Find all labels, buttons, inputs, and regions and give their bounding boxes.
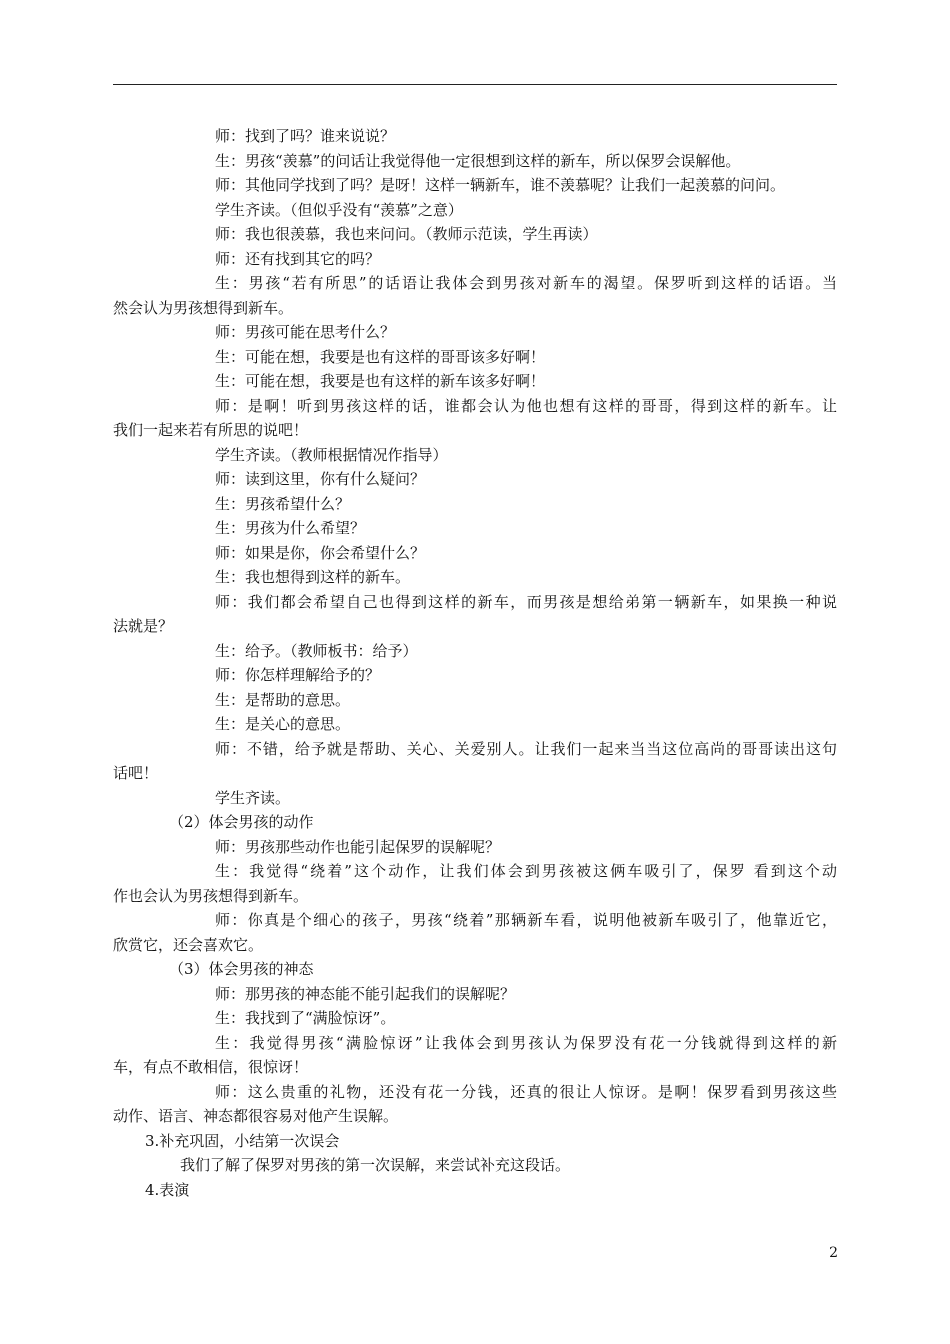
text-line: 师：不错，给予就是帮助、关心、关爱别人。让我们一起来当当这位高尚的哥哥读出这句: [215, 739, 837, 758]
text-line: 师：你怎样理解给予的？: [215, 666, 381, 684]
text-line: 然会认为男孩想得到新车。: [113, 298, 294, 317]
text-line: 师：其他同学找到了吗？是呀！这样一辆新车，谁不羡慕呢？让我们一起羡慕的问问。: [215, 176, 786, 194]
text-line: 师：这么贵重的礼物，还没有花一分钱，还真的很让人惊讶。是啊！保罗看到男孩这些: [215, 1082, 837, 1101]
text-line: 学生齐读。（教师根据情况作指导）: [215, 445, 448, 464]
text-line: 师：读到这里，你有什么疑问？: [215, 470, 426, 488]
text-line: 师：如果是你，你会希望什么？: [215, 543, 426, 562]
text-line: 法就是？: [113, 617, 174, 635]
text-line: 师：男孩可能在思考什么？: [215, 323, 396, 341]
page-number: 2: [829, 1245, 838, 1261]
text-line: 师：我们都会希望自己也得到这样的新车，而男孩是想给弟第一辆新车，如果换一种说: [215, 592, 837, 611]
text-line: 生：我觉得男孩“满脸惊讶”让我体会到男孩认为保罗没有花一分钱就得到这样的新: [215, 1033, 837, 1052]
text-line: 我们一起来若有所思的说吧！: [113, 421, 309, 439]
text-line: 师：你真是个细心的孩子，男孩“绕着”那辆新车看，说明他被新车吸引了，他靠近它，: [215, 911, 837, 929]
text-line: 生：男孩为什么希望？: [215, 519, 366, 537]
text-line: 生：男孩“若有所思”的话语让我体会到男孩对新车的渴望。保罗听到这样的话语。当: [215, 274, 837, 292]
text-line: 师：是啊！听到男孩这样的话，谁都会认为他也想有这样的哥哥，得到这样的新车。让: [215, 396, 837, 415]
section-heading: 4.表演: [145, 1180, 190, 1199]
text-line: 车，有点不敢相信，很惊讶！: [113, 1058, 309, 1076]
text-line: 生：男孩“羡慕”的问话让我觉得他一定很想到这样的新车，所以保罗会误解他。: [215, 151, 741, 170]
section-heading: （3）体会男孩的神态: [169, 960, 314, 978]
text-line: 生：给予。（教师板书：给予）: [215, 641, 418, 660]
text-line: 师：找到了吗？谁来说说？: [215, 127, 396, 145]
body-text: [113, 124, 837, 1202]
section-heading: （2）体会男孩的动作: [169, 813, 314, 831]
text-line: 作也会认为男孩想得到新车。: [113, 886, 309, 905]
text-line: 欣赏它，还会喜欢它。: [113, 935, 264, 954]
text-line: 生：是帮助的意思。: [215, 690, 351, 709]
text-line: 我们了解了保罗对男孩的第一次误解，来尝试补充这段话。: [180, 1156, 571, 1174]
text-line: 师：还有找到其它的吗？: [215, 249, 381, 268]
text-line: 生：我也想得到这样的新车。: [215, 568, 411, 586]
text-line: 生：我觉得“绕着”这个动作，让我们体会到男孩被这俩车吸引了，保罗 看到这个动: [215, 862, 837, 880]
text-line: 生：男孩希望什么？: [215, 494, 351, 513]
text-line: 师：那男孩的神态能不能引起我们的误解呢？: [215, 984, 516, 1003]
text-line: 生：可能在想，我要是也有这样的哥哥该多好啊！: [215, 347, 546, 366]
text-line: 话吧！: [113, 764, 159, 782]
text-line: 学生齐读。（但似乎没有“羡慕”之意）: [215, 200, 463, 219]
text-line: 生：是关心的意思。: [215, 715, 351, 733]
text-line: 师：男孩那些动作也能引起保罗的误解呢？: [215, 837, 501, 856]
text-line: 学生齐读。: [215, 788, 291, 807]
text-line: 生：我找到了“满脸惊讶”。: [215, 1009, 396, 1027]
text-line: 动作、语言、神态都很容易对他产生误解。: [113, 1107, 399, 1125]
header-rule: [113, 84, 837, 85]
text-line: 生：可能在想，我要是也有这样的新车该多好啊！: [215, 372, 546, 390]
text-line: 师：我也很羡慕，我也来问问。（教师示范读，学生再读）: [215, 225, 598, 243]
section-heading: 3.补充巩固，小结第一次误会: [145, 1131, 340, 1150]
